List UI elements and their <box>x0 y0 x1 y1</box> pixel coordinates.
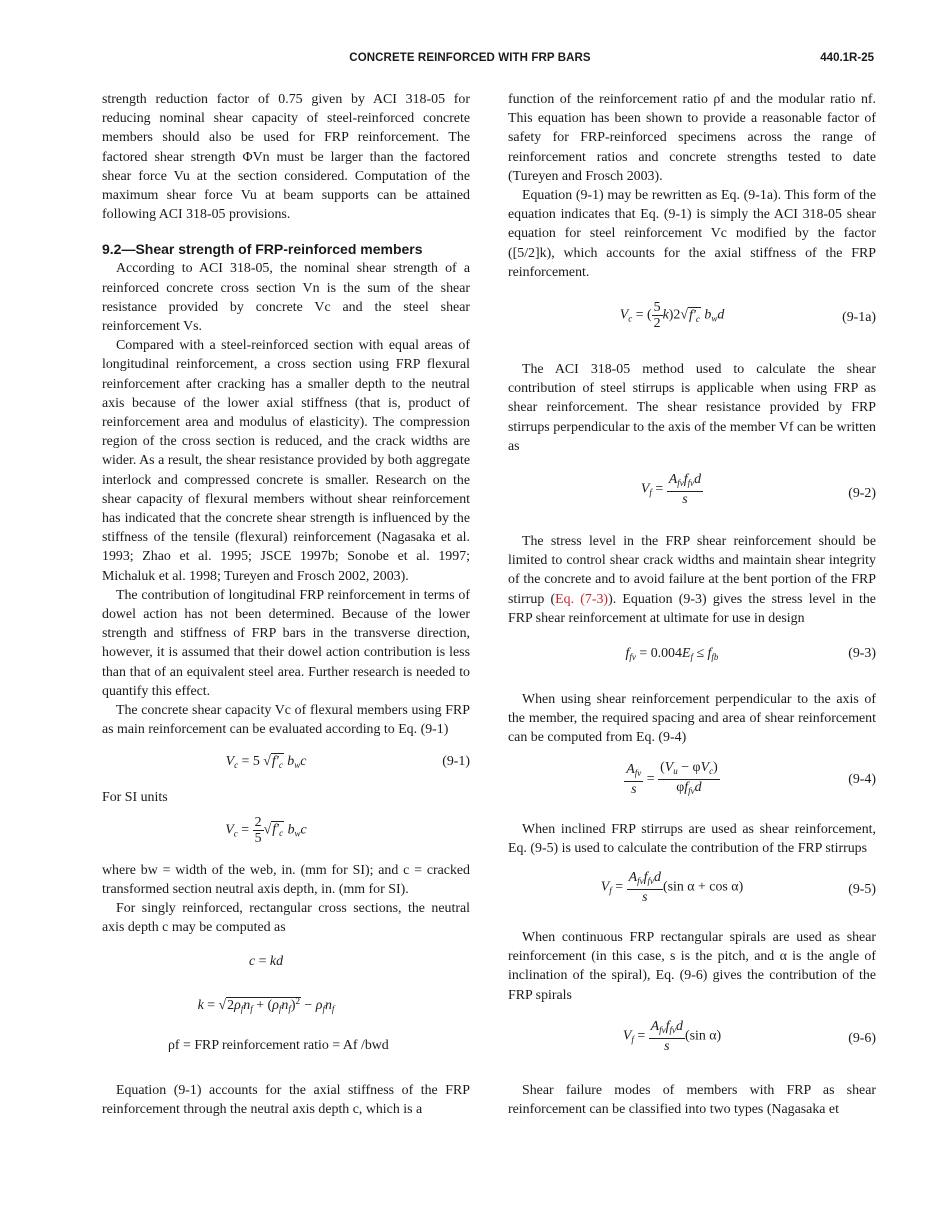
paragraph: Shear failure modes of members with FRP as shear reinforcement can be classified into two types (Nagasaka et <box>508 1082 876 1118</box>
equation-link[interactable]: Eq. (7-3) <box>555 591 609 607</box>
paragraph: When continuous FRP rectangular spirals are used as shear reinforcement (in this case, s is the pitch, and α is the angle of inclination of the spiral), Eq. (9-6) gives the contribution of the FRP spirals <box>508 930 876 1003</box>
equation-number: (9-6) <box>848 1030 876 1046</box>
equation-number: (9-1) <box>442 753 470 769</box>
equation-number: (9-4) <box>848 771 876 787</box>
paragraph: The contribution of longitudinal FRP reinforcement in terms of dowel action has not been determined. Because of the lower strength and stiffness of FRP bars in the transverse direction, however, it is assumed that their dowel action contribution is less than that of an equivalent steel area. Further research is needed to quantify this effect. <box>102 587 470 699</box>
equation-number: (9-3) <box>848 646 876 662</box>
paragraph <box>508 532 876 628</box>
paragraph: Compared with a steel-reinforced section with equal areas of longitudinal reinforcement, a cross section using FRP flexural reinforcement after cracking has a smaller depth to the neutral axis because of the lower axial stiffness (that is, product of reinforcement area and modulus of elasticity). The compression region of the cross section is reduced, and the crack widths are wider. As a result, the shear resistance provided by both aggregate interlock and compressed concrete is smaller. Research on the shear capacity of flexural members without shear reinforcement has indicated that the concrete shear strength is influenced by the stiffness of the tensile (flexural) reinforcement (Nagasaka et al. 1993; Zhao et al. 1995; JSCE 1997b; Sonobe et al. 1997; Michaluk et al. 1998; Tureyen and Frosch 2002, 2003). <box>102 338 470 584</box>
equation-number: (9-5) <box>848 882 876 898</box>
paragraph: The concrete shear capacity Vc of flexural members using FRP as main reinforcement can be evaluated according to Eq. (9-1) <box>102 703 470 738</box>
equation-9-5: $V_f$ = $\frac{A_{fv}f_{fv}d}{s}$ (sin α + cos α) (9-5) <box>600 870 876 906</box>
paragraph: When using shear reinforcement perpendicular to the axis of the member, the required spacing and area of shear reinforcement can be computed from Eq. (9-4) <box>508 692 876 746</box>
equation-9-3: $f_{fv} = 0.004E_f \le f_{fb}$ (9-3) <box>625 646 876 663</box>
section-heading: 9.2—Shear strength of FRP-reinforced members <box>102 241 423 258</box>
right-column <box>508 90 876 1119</box>
equation-c: c = kd <box>248 953 284 969</box>
page-number: 440.1R-25 <box>820 52 874 64</box>
running-header <box>0 50 940 70</box>
paragraph: When inclined FRP stirrups are used as shear reinforcement, Eq. (9-5) is used to calculate the contribution of the FRP stirrups <box>508 821 876 856</box>
equation-9-2: $V_f$ = $\frac{A_{fv}f_{fv}d}{s}$ (9-2) <box>640 472 876 508</box>
paragraph: The ACI 318-05 method used to calculate the shear contribution of steel stirrups is applicable when using FRP as shear reinforcement. The shear resistance provided by FRP stirrups perpendicular to the axis of the member Vf can be written as <box>508 362 876 454</box>
paragraph: Equation (9-1) may be rewritten as Eq. (9-1a). This form of the equation indicates that Eq. (9-1) is simply the ACI 318-05 shear equation for steel reinforcement Vc modified by the factor ([5/2]k), which accounts for the axial stiffness of the FRP reinforcement. <box>508 188 876 280</box>
paragraph: According to ACI 318-05, the nominal shear strength of a reinforced concrete cross section Vn is the sum of the shear resistance provided by concrete Vc and the steel shear reinforcement Vs. <box>102 261 470 335</box>
equation-9-4: $\frac{A_{fv}}{s}$ = $\frac{(V_u - \varphi V_c)}{\varphi f_{fv}d}$ (9-4) <box>626 759 876 797</box>
si-units-label: For SI units <box>102 789 168 805</box>
equation-9-1: $V_c = 5$ $√f'_c$ $b_wc$ (9-1) <box>225 753 470 770</box>
text: The stress level in the FRP shear reinforcement should be limited to control shear crack widths and maintain shear integrity of the concrete and to avoid failure at the bent portion of the FRP stirrup ( <box>508 534 876 607</box>
equation-number: (9-1a) <box>842 310 876 326</box>
rho-definition: ρf = FRP reinforcement ratio = Af /bwd <box>168 1037 389 1053</box>
paragraph: strength reduction factor of 0.75 given by ACI 318-05 for reducing nominal shear capacity of steel-reinforced concrete members should also be used for FRP reinforcement. The factored shear strength ΦVn must be larger than the factored shear force Vu at the section considered. Computation of the maximum shear force Vu at beam supports can be attained following ACI 318-05 provisions. <box>102 92 470 223</box>
paragraph: function of the reinforcement ratio ρf and the modular ratio nf. This equation has been shown to provide a reasonable factor of safety for FRP-reinforced specimens across the range of reinforcement ratios and concrete strengths tested to date (Tureyen and Frosch 2003). <box>508 92 876 184</box>
equation-number: (9-2) <box>848 486 876 502</box>
left-column <box>102 90 470 1119</box>
paragraph: where bw = width of the web, in. (mm for SI); and c = cracked transformed section neutral axis depth, in. (mm for SI). <box>102 862 470 897</box>
equation-k: $k = √2\rho_fn_f + (\rho_fn_f)^2 - \rho_fn_f$ <box>197 995 335 1014</box>
equation-9-6: $V_f$ = $\frac{A_{fv}f_{fv}d}{s}$ (sin α) (9-6) <box>622 1018 876 1054</box>
paragraph: For singly reinforced, rectangular cross sections, the neutral axis depth c may be computed as <box>102 901 470 936</box>
header-title: CONCRETE REINFORCED WITH FRP BARS <box>349 52 591 64</box>
text: ). Equation (9-3) gives the stress level in the FRP shear reinforcement at ultimate for use in design <box>508 591 876 626</box>
paragraph: Equation (9-1) accounts for the axial stiffness of the FRP reinforcement through the neutral axis depth c, which is a <box>102 1082 470 1117</box>
equation-9-1-si: $V_c$ = $\frac{2}{5}$ $√f'_c$ $b_wc$ <box>225 814 307 846</box>
equation-9-1a: $V_c$ = ( $\frac{5}{2}$ $k)2√f'_c$ $b_wd$ (9-1a) <box>619 300 876 332</box>
